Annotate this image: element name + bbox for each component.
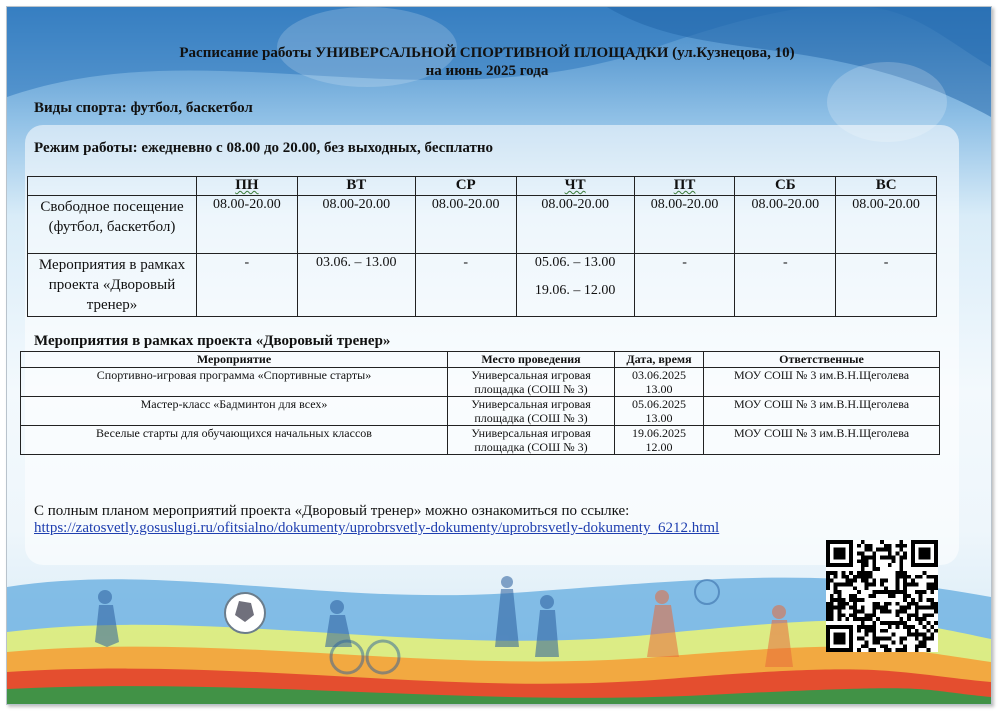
schedule-table (27, 176, 937, 317)
events-col-header: Ответственные (704, 352, 940, 368)
schedule-cell: - (836, 254, 937, 317)
schedule-cell: 08.00-20.00 (735, 196, 836, 254)
events-col-header: Место проведения (448, 352, 615, 368)
footer-text: С полным планом мероприятий проекта «Дворовый тренер» можно ознакомиться по ссылке: (34, 503, 630, 519)
work-mode-line: Режим работы: ежедневно с 08.00 до 20.00, без выходных, бесплатно (34, 140, 494, 156)
events-header-row (21, 352, 940, 368)
schedule-corner (28, 177, 197, 196)
schedule-cell: - (197, 254, 298, 317)
table-row (21, 426, 940, 455)
event-datetime (615, 426, 704, 455)
day-header (516, 177, 634, 196)
events-heading: Мероприятия в рамках проекта «Дворовый тренер» (34, 333, 391, 349)
events-col-header: Мероприятие (21, 352, 448, 368)
schedule-cell: - (735, 254, 836, 317)
day-label: ПН (235, 177, 259, 193)
schedule-cell: 08.00-20.00 (634, 196, 735, 254)
event-time: 13.00 (645, 382, 673, 396)
event-place: Универсальная игровая площадка (СОШ № 3) (448, 426, 615, 455)
event-date: 19.06.2025 (632, 426, 686, 440)
events-col-header: Дата, время (615, 352, 704, 368)
page-subtitle: на июнь 2025 года (425, 63, 549, 79)
event-name: Веселые старты для обучающихся начальных классов (21, 426, 448, 455)
schedule-row-free (28, 196, 937, 254)
event-date: 05.06. – 13.00 (534, 255, 616, 270)
document-content (7, 7, 991, 704)
events-table (20, 351, 940, 455)
event-place: Универсальная игровая площадка (СОШ № 3) (448, 368, 615, 397)
day-header: СР (415, 177, 516, 196)
qr-code-icon[interactable] (826, 540, 938, 652)
event-date: 05.06.2025 (632, 397, 686, 411)
event-name: Спортивно-игровая программа «Спортивные старты» (21, 368, 448, 397)
poster (6, 6, 992, 705)
schedule-header-row (28, 177, 937, 196)
schedule-cell (516, 254, 634, 317)
schedule-cell: 08.00-20.00 (415, 196, 516, 254)
schedule-cell: 03.06. – 13.00 (297, 254, 415, 317)
table-row (21, 397, 940, 426)
schedule-row-events (28, 254, 937, 317)
table-row (21, 368, 940, 397)
row-label: Мероприятия в рамках проекта «Дворовый тренер» (28, 254, 197, 317)
event-datetime (615, 368, 704, 397)
plan-link[interactable]: https://zatosvetly.gosuslugi.ru/ofitsialno/dokumenty/uprobrsvetly-dokumenty/uprobrsvetly-dokumenty_6212.html (34, 520, 720, 536)
event-time: 12.00 (645, 440, 673, 454)
page-title: Расписание работы УНИВЕРСАЛЬНОЙ СПОРТИВНОЙ ПЛОЩАДКИ (ул.Кузнецова, 10) (179, 45, 795, 61)
event-responsible: МОУ СОШ № 3 им.В.Н.Щеголева (704, 426, 940, 455)
day-header (197, 177, 298, 196)
day-label: ЧТ (564, 177, 586, 193)
row-label: Свободное посещение (футбол, баскетбол) (28, 196, 197, 254)
day-header (634, 177, 735, 196)
schedule-cell: 08.00-20.00 (516, 196, 634, 254)
schedule-cell: - (415, 254, 516, 317)
event-place: Универсальная игровая площадка (СОШ № 3) (448, 397, 615, 426)
event-responsible: МОУ СОШ № 3 им.В.Н.Щеголева (704, 397, 940, 426)
schedule-cell: 08.00-20.00 (836, 196, 937, 254)
day-label: ПТ (673, 177, 696, 193)
day-header: ВС (836, 177, 937, 196)
event-date: 19.06. – 12.00 (534, 283, 616, 298)
event-responsible: МОУ СОШ № 3 им.В.Н.Щеголева (704, 368, 940, 397)
event-datetime (615, 397, 704, 426)
schedule-cell: 08.00-20.00 (197, 196, 298, 254)
schedule-cell: 08.00-20.00 (297, 196, 415, 254)
event-name: Мастер-класс «Бадминтон для всех» (21, 397, 448, 426)
schedule-cell: - (634, 254, 735, 317)
event-time: 13.00 (645, 411, 673, 425)
day-header: СБ (735, 177, 836, 196)
sports-line: Виды спорта: футбол, баскетбол (34, 100, 253, 116)
day-header: ВТ (297, 177, 415, 196)
event-date: 03.06.2025 (632, 368, 686, 382)
